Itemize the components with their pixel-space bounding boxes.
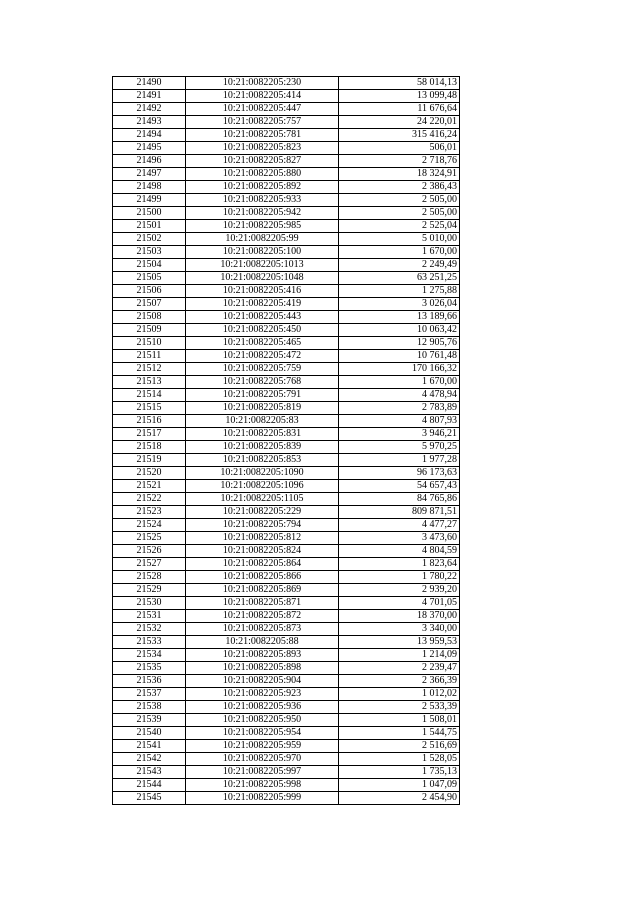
value-cell: 13 099,48 <box>339 90 460 103</box>
cadastral-number-cell: 10:21:0082205:443 <box>186 311 339 324</box>
cadastral-number-cell: 10:21:0082205:823 <box>186 142 339 155</box>
row-number-cell: 21509 <box>113 324 186 337</box>
table-row <box>113 636 460 649</box>
row-number-cell: 21538 <box>113 701 186 714</box>
row-number-cell: 21529 <box>113 584 186 597</box>
value-cell: 10 063,42 <box>339 324 460 337</box>
cadastral-number-cell: 10:21:0082205:959 <box>186 740 339 753</box>
cadastral-number-cell: 10:21:0082205:819 <box>186 402 339 415</box>
cadastral-number-cell: 10:21:0082205:872 <box>186 610 339 623</box>
table-row <box>113 662 460 675</box>
value-cell: 12 905,76 <box>339 337 460 350</box>
value-cell: 1 214,09 <box>339 649 460 662</box>
table-row <box>113 350 460 363</box>
value-cell: 3 946,21 <box>339 428 460 441</box>
value-cell: 2 505,00 <box>339 194 460 207</box>
table-row <box>113 441 460 454</box>
value-cell: 1 780,22 <box>339 571 460 584</box>
cadastral-number-cell: 10:21:0082205:1096 <box>186 480 339 493</box>
row-number-cell: 21493 <box>113 116 186 129</box>
value-cell: 18 370,00 <box>339 610 460 623</box>
table-row <box>113 493 460 506</box>
value-cell: 2 783,89 <box>339 402 460 415</box>
table-row <box>113 194 460 207</box>
cadastral-number-cell: 10:21:0082205:1048 <box>186 272 339 285</box>
value-cell: 2 239,47 <box>339 662 460 675</box>
table-row <box>113 155 460 168</box>
table-row <box>113 506 460 519</box>
value-cell: 170 166,32 <box>339 363 460 376</box>
cadastral-number-cell: 10:21:0082205:450 <box>186 324 339 337</box>
table-row <box>113 376 460 389</box>
cadastral-number-cell: 10:21:0082205:1105 <box>186 493 339 506</box>
table-row <box>113 454 460 467</box>
table-row <box>113 701 460 714</box>
row-number-cell: 21490 <box>113 77 186 90</box>
value-cell: 2 454,90 <box>339 792 460 805</box>
row-number-cell: 21542 <box>113 753 186 766</box>
row-number-cell: 21544 <box>113 779 186 792</box>
table-row <box>113 402 460 415</box>
table-row <box>113 545 460 558</box>
value-cell: 5 970,25 <box>339 441 460 454</box>
table-row <box>113 714 460 727</box>
table-row <box>113 285 460 298</box>
row-number-cell: 21523 <box>113 506 186 519</box>
cadastral-number-cell: 10:21:0082205:812 <box>186 532 339 545</box>
row-number-cell: 21503 <box>113 246 186 259</box>
row-number-cell: 21495 <box>113 142 186 155</box>
value-cell: 1 508,01 <box>339 714 460 727</box>
table-body <box>113 77 460 805</box>
value-cell: 10 761,48 <box>339 350 460 363</box>
cadastral-number-cell: 10:21:0082205:997 <box>186 766 339 779</box>
row-number-cell: 21533 <box>113 636 186 649</box>
table-row <box>113 766 460 779</box>
row-number-cell: 21499 <box>113 194 186 207</box>
row-number-cell: 21524 <box>113 519 186 532</box>
row-number-cell: 21543 <box>113 766 186 779</box>
cadastral-number-cell: 10:21:0082205:781 <box>186 129 339 142</box>
cadastral-number-cell: 10:21:0082205:88 <box>186 636 339 649</box>
cadastral-number-cell: 10:21:0082205:83 <box>186 415 339 428</box>
cadastral-number-cell: 10:21:0082205:824 <box>186 545 339 558</box>
cadastral-number-cell: 10:21:0082205:472 <box>186 350 339 363</box>
cadastral-number-cell: 10:21:0082205:864 <box>186 558 339 571</box>
cadastral-number-cell: 10:21:0082205:970 <box>186 753 339 766</box>
row-number-cell: 21497 <box>113 168 186 181</box>
cadastral-number-cell: 10:21:0082205:768 <box>186 376 339 389</box>
table-row <box>113 363 460 376</box>
table-row <box>113 584 460 597</box>
cadastral-number-cell: 10:21:0082205:414 <box>186 90 339 103</box>
table-row <box>113 272 460 285</box>
cadastral-number-cell: 10:21:0082205:873 <box>186 623 339 636</box>
value-cell: 2 525,04 <box>339 220 460 233</box>
value-cell: 506,01 <box>339 142 460 155</box>
row-number-cell: 21541 <box>113 740 186 753</box>
value-cell: 4 478,94 <box>339 389 460 402</box>
row-number-cell: 21519 <box>113 454 186 467</box>
value-cell: 1 977,28 <box>339 454 460 467</box>
cadastral-number-cell: 10:21:0082205:757 <box>186 116 339 129</box>
table-row <box>113 727 460 740</box>
table-row <box>113 688 460 701</box>
value-cell: 2 249,49 <box>339 259 460 272</box>
value-cell: 4 804,59 <box>339 545 460 558</box>
row-number-cell: 21536 <box>113 675 186 688</box>
table-row <box>113 649 460 662</box>
row-number-cell: 21492 <box>113 103 186 116</box>
cadastral-number-cell: 10:21:0082205:416 <box>186 285 339 298</box>
table-row <box>113 298 460 311</box>
row-number-cell: 21513 <box>113 376 186 389</box>
value-cell: 84 765,86 <box>339 493 460 506</box>
value-cell: 3 340,00 <box>339 623 460 636</box>
value-cell: 4 477,27 <box>339 519 460 532</box>
row-number-cell: 21506 <box>113 285 186 298</box>
table-row <box>113 129 460 142</box>
table-row <box>113 246 460 259</box>
cadastral-number-cell: 10:21:0082205:827 <box>186 155 339 168</box>
value-cell: 18 324,91 <box>339 168 460 181</box>
cadastral-number-cell: 10:21:0082205:904 <box>186 675 339 688</box>
cadastral-number-cell: 10:21:0082205:892 <box>186 181 339 194</box>
row-number-cell: 21525 <box>113 532 186 545</box>
row-number-cell: 21532 <box>113 623 186 636</box>
value-cell: 13 959,53 <box>339 636 460 649</box>
cadastral-number-cell: 10:21:0082205:866 <box>186 571 339 584</box>
cadastral-number-cell: 10:21:0082205:898 <box>186 662 339 675</box>
value-cell: 2 718,76 <box>339 155 460 168</box>
row-number-cell: 21521 <box>113 480 186 493</box>
table-row <box>113 571 460 584</box>
table-row <box>113 90 460 103</box>
table-row <box>113 311 460 324</box>
value-cell: 2 533,39 <box>339 701 460 714</box>
row-number-cell: 21539 <box>113 714 186 727</box>
value-cell: 24 220,01 <box>339 116 460 129</box>
value-cell: 4 701,05 <box>339 597 460 610</box>
cadastral-number-cell: 10:21:0082205:100 <box>186 246 339 259</box>
row-number-cell: 21511 <box>113 350 186 363</box>
row-number-cell: 21507 <box>113 298 186 311</box>
cadastral-number-cell: 10:21:0082205:794 <box>186 519 339 532</box>
row-number-cell: 21491 <box>113 90 186 103</box>
cadastral-number-cell: 10:21:0082205:998 <box>186 779 339 792</box>
cadastral-number-cell: 10:21:0082205:950 <box>186 714 339 727</box>
cadastral-number-cell: 10:21:0082205:99 <box>186 233 339 246</box>
value-cell: 1 544,75 <box>339 727 460 740</box>
cadastral-number-cell: 10:21:0082205:942 <box>186 207 339 220</box>
table-row <box>113 558 460 571</box>
value-cell: 2 366,39 <box>339 675 460 688</box>
table-row <box>113 623 460 636</box>
value-cell: 54 657,43 <box>339 480 460 493</box>
table-row <box>113 740 460 753</box>
table-row <box>113 77 460 90</box>
value-cell: 13 189,66 <box>339 311 460 324</box>
cadastral-number-cell: 10:21:0082205:229 <box>186 506 339 519</box>
data-table <box>112 76 460 805</box>
table-row <box>113 324 460 337</box>
value-cell: 2 516,69 <box>339 740 460 753</box>
table-row <box>113 389 460 402</box>
row-number-cell: 21534 <box>113 649 186 662</box>
value-cell: 5 010,00 <box>339 233 460 246</box>
table-row <box>113 610 460 623</box>
row-number-cell: 21522 <box>113 493 186 506</box>
value-cell: 1 275,88 <box>339 285 460 298</box>
table-row <box>113 415 460 428</box>
row-number-cell: 21500 <box>113 207 186 220</box>
cadastral-number-cell: 10:21:0082205:923 <box>186 688 339 701</box>
value-cell: 2 386,43 <box>339 181 460 194</box>
cadastral-number-cell: 10:21:0082205:1090 <box>186 467 339 480</box>
table-row <box>113 779 460 792</box>
row-number-cell: 21545 <box>113 792 186 805</box>
row-number-cell: 21530 <box>113 597 186 610</box>
value-cell: 2 939,20 <box>339 584 460 597</box>
value-cell: 2 505,00 <box>339 207 460 220</box>
cadastral-number-cell: 10:21:0082205:869 <box>186 584 339 597</box>
value-cell: 809 871,51 <box>339 506 460 519</box>
row-number-cell: 21501 <box>113 220 186 233</box>
row-number-cell: 21515 <box>113 402 186 415</box>
row-number-cell: 21518 <box>113 441 186 454</box>
cadastral-number-cell: 10:21:0082205:999 <box>186 792 339 805</box>
table-row <box>113 207 460 220</box>
row-number-cell: 21514 <box>113 389 186 402</box>
value-cell: 1 528,05 <box>339 753 460 766</box>
table-row <box>113 181 460 194</box>
table-row <box>113 103 460 116</box>
cadastral-number-cell: 10:21:0082205:936 <box>186 701 339 714</box>
cadastral-number-cell: 10:21:0082205:465 <box>186 337 339 350</box>
cadastral-number-cell: 10:21:0082205:839 <box>186 441 339 454</box>
value-cell: 315 416,24 <box>339 129 460 142</box>
value-cell: 1 823,64 <box>339 558 460 571</box>
value-cell: 63 251,25 <box>339 272 460 285</box>
row-number-cell: 21505 <box>113 272 186 285</box>
table-row <box>113 532 460 545</box>
value-cell: 3 026,04 <box>339 298 460 311</box>
cadastral-number-cell: 10:21:0082205:893 <box>186 649 339 662</box>
row-number-cell: 21498 <box>113 181 186 194</box>
table-row <box>113 480 460 493</box>
table-row <box>113 467 460 480</box>
cadastral-number-cell: 10:21:0082205:831 <box>186 428 339 441</box>
cadastral-number-cell: 10:21:0082205:759 <box>186 363 339 376</box>
table-row <box>113 337 460 350</box>
value-cell: 1 670,00 <box>339 246 460 259</box>
row-number-cell: 21531 <box>113 610 186 623</box>
table-row <box>113 428 460 441</box>
table-row <box>113 142 460 155</box>
value-cell: 96 173,63 <box>339 467 460 480</box>
row-number-cell: 21540 <box>113 727 186 740</box>
row-number-cell: 21494 <box>113 129 186 142</box>
cadastral-number-cell: 10:21:0082205:419 <box>186 298 339 311</box>
table-row <box>113 597 460 610</box>
cadastral-number-cell: 10:21:0082205:880 <box>186 168 339 181</box>
value-cell: 4 807,93 <box>339 415 460 428</box>
value-cell: 1 670,00 <box>339 376 460 389</box>
cadastral-number-cell: 10:21:0082205:954 <box>186 727 339 740</box>
cadastral-number-cell: 10:21:0082205:791 <box>186 389 339 402</box>
cadastral-number-cell: 10:21:0082205:933 <box>186 194 339 207</box>
value-cell: 1 012,02 <box>339 688 460 701</box>
table-row <box>113 233 460 246</box>
value-cell: 58 014,13 <box>339 77 460 90</box>
value-cell: 11 676,64 <box>339 103 460 116</box>
cadastral-number-cell: 10:21:0082205:985 <box>186 220 339 233</box>
table-row <box>113 116 460 129</box>
row-number-cell: 21496 <box>113 155 186 168</box>
cadastral-number-cell: 10:21:0082205:1013 <box>186 259 339 272</box>
row-number-cell: 21527 <box>113 558 186 571</box>
row-number-cell: 21520 <box>113 467 186 480</box>
table-row <box>113 792 460 805</box>
table-row <box>113 519 460 532</box>
table-row <box>113 220 460 233</box>
row-number-cell: 21504 <box>113 259 186 272</box>
row-number-cell: 21517 <box>113 428 186 441</box>
row-number-cell: 21502 <box>113 233 186 246</box>
row-number-cell: 21512 <box>113 363 186 376</box>
cadastral-number-cell: 10:21:0082205:230 <box>186 77 339 90</box>
cadastral-number-cell: 10:21:0082205:447 <box>186 103 339 116</box>
table-row <box>113 753 460 766</box>
row-number-cell: 21508 <box>113 311 186 324</box>
row-number-cell: 21526 <box>113 545 186 558</box>
row-number-cell: 21537 <box>113 688 186 701</box>
table-row <box>113 675 460 688</box>
value-cell: 1 047,09 <box>339 779 460 792</box>
cadastral-number-cell: 10:21:0082205:853 <box>186 454 339 467</box>
cadastral-number-cell: 10:21:0082205:871 <box>186 597 339 610</box>
row-number-cell: 21510 <box>113 337 186 350</box>
value-cell: 1 735,13 <box>339 766 460 779</box>
value-cell: 3 473,60 <box>339 532 460 545</box>
row-number-cell: 21535 <box>113 662 186 675</box>
row-number-cell: 21516 <box>113 415 186 428</box>
row-number-cell: 21528 <box>113 571 186 584</box>
table-row <box>113 259 460 272</box>
table-row <box>113 168 460 181</box>
